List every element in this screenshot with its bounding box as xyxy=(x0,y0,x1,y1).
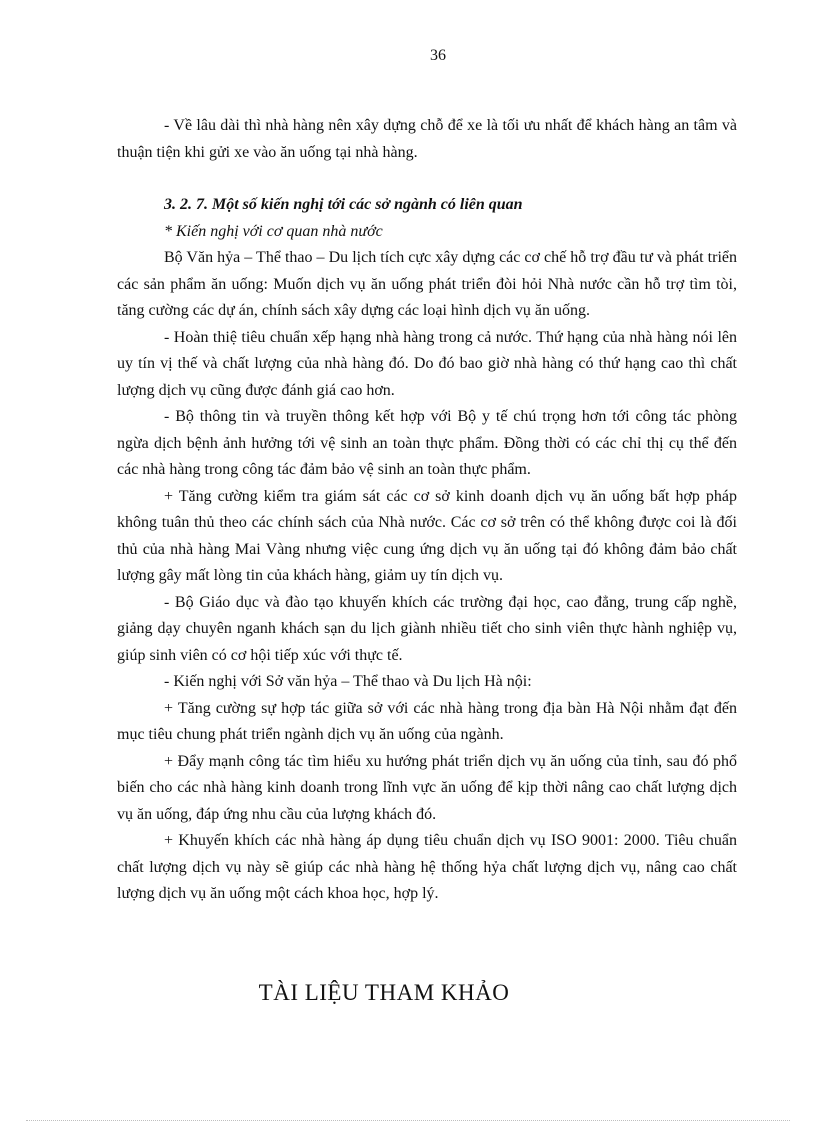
page-number: 36 xyxy=(430,47,446,64)
section-heading: 3. 2. 7. Một số kiến nghị tới các sở ngành có liên quan xyxy=(164,196,523,213)
paragraph: - Hoàn thiệ tiêu chuẩn xếp hạng nhà hàng trong cả nước. Thứ hạng của nhà hàng nói lên uy tín vị thế và chất lượng của nhà hàng đó. Do đó bao giờ nhà hàng có thứ hạng cao thì chất lượng dịch vụ cũng được đánh giá cao hơn. xyxy=(117,328,737,399)
paragraph: + Đẩy mạnh công tác tìm hiểu xu hướng phát triển dịch vụ ăn uống của tỉnh, sau đó phổ biến cho các nhà hàng kinh doanh trong lĩnh vực ăn uống để kịp thời nâng cao chất lượng dịch vụ ăn uống, đáp ứng nhu cầu của lượng khách đó. xyxy=(117,752,737,823)
spacer xyxy=(117,166,737,192)
section-subheading: * Kiến nghị với cơ quan nhà nước xyxy=(164,222,383,240)
paragraph: - Về lâu dài thì nhà hàng nên xây dựng chỗ để xe là tối ưu nhất để khách hàng an tâm và thuận tiện khi gửi xe vào ăn uống tại nhà hàng. xyxy=(117,117,737,161)
page-bottom-divider xyxy=(26,1120,790,1121)
paragraph: - Bộ thông tin và truyền thông kết hợp với Bộ y tế chú trọng hơn tới công tác phòng ngừa dịch bệnh ảnh hưởng tới vệ sinh an toàn thực phẩm. Đồng thời có các chỉ thị cụ thể đến các nhà hàng trong công tác đảm bảo vệ sinh an toàn thực phẩm. xyxy=(117,408,737,478)
references-title: TÀI LIỆU THAM KHẢO xyxy=(258,980,510,1005)
paragraph: + Tăng cường sự hợp tác giữa sở với các nhà hàng trong địa bàn Hà Nội nhằm đạt đến mục tiêu chung phát triển ngành dịch vụ ăn uống của ngành. xyxy=(117,699,737,743)
document-body xyxy=(117,113,737,908)
paragraph: - Bộ Giáo dục và đào tạo khuyến khích các trường đại học, cao đẳng, trung cấp nghề, giảng dạy chuyên nganh khách sạn du lịch giành nhiều tiết cho sinh viên thực hành nghiệp vụ, giúp sinh viên có cơ hội tiếp xúc với thực tế. xyxy=(117,593,737,664)
paragraph: - Kiến nghị với Sở văn hỷa – Thể thao và Du lịch Hà nội: xyxy=(164,673,532,690)
paragraph: + Tăng cường kiểm tra giám sát các cơ sở kinh doanh dịch vụ ăn uống bất hợp pháp không tuân thủ theo các chính sách của Nhà nước. Các cơ sở trên có thể không được coi là đối thủ của nhà hàng Mai Vàng nhưng việc cung ứng dịch vụ ăn uống tại đó không đảm bảo chất lượng gây mất lòng tin của khách hàng, giảm uy tín dịch vụ. xyxy=(117,487,737,584)
paragraph: + Khuyến khích các nhà hàng áp dụng tiêu chuẩn dịch vụ ISO 9001: 2000. Tiêu chuẩn chất lượng dịch vụ này sẽ giúp các nhà hàng hệ thống hỷa chất lượng dịch vụ, nâng cao chất lượng dịch vụ ăn uống một cách khoa học, hợp lý. xyxy=(117,832,737,902)
paragraph: Bộ Văn hỷa – Thể thao – Du lịch tích cực xây dựng các cơ chế hỗ trợ đầu tư và phát triển các sản phẩm ăn uống: Muốn dịch vụ ăn uống phát triển đòi hỏi Nhà nước cần hỗ trợ tìm tòi, tăng cường các dự án, chính sách xây dựng các loại hình dịch vụ ăn uống. xyxy=(117,249,737,319)
